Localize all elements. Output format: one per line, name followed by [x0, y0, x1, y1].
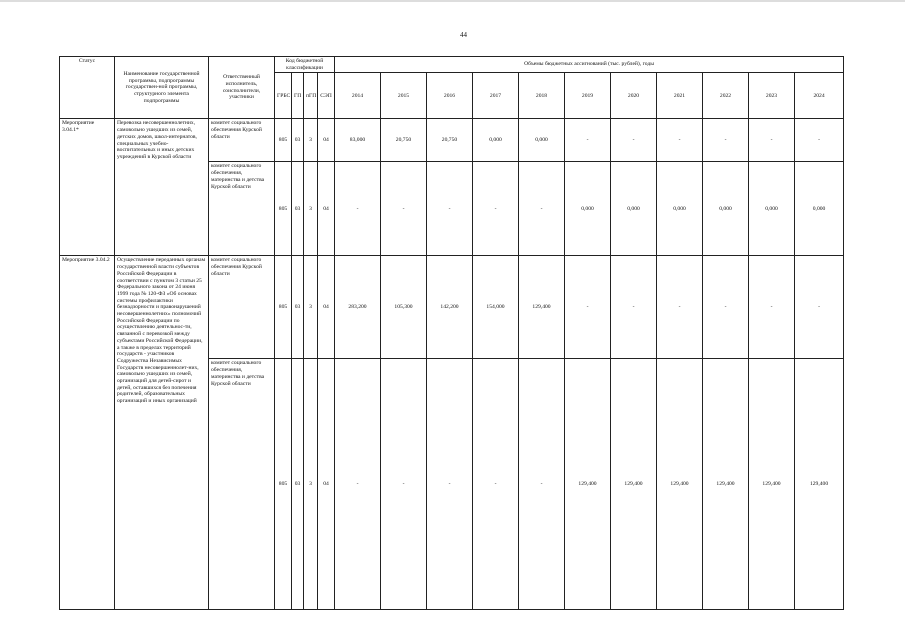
value-cell: -	[473, 162, 519, 256]
value-cell: 129,400	[611, 359, 657, 610]
value-cell: -	[335, 359, 381, 610]
code-cell: 805	[275, 162, 292, 256]
value-cell: 105,300	[381, 256, 427, 359]
year-2021: 2021	[657, 73, 703, 119]
page-number: 44	[460, 31, 467, 39]
responsible-cell: комитет социального обеспечения Курской области	[209, 256, 275, 359]
code-cell: 03	[292, 162, 304, 256]
value-cell: -	[519, 162, 565, 256]
value-cell: -	[427, 359, 473, 610]
program-name-cell: Осуществление переданных органам государственной власти субъектов Российской Федерации в соответствии с пунктом 3 статьи 25 Федерального закона от 24 июня 1999 года № 120-ФЗ «Об основах системы профилактики безнадзорности и правонарушений несовершеннолетних» полномочий Российской Федерации по осуществлению деятельнос-ти, связанной с перевозкой между субъектами Российской Федерации, а также в пределах территорий государств - участников Содружества Независимых Государств несовершеннолет-них, самовольно ушедших из семей, организаций для детей-сирот и детей, оставшихся без попечения родителей, образовательных организаций и иных организаций	[115, 256, 209, 610]
year-2017: 2017	[473, 73, 519, 119]
value-cell: 129,400	[657, 359, 703, 610]
code-cell: 3	[304, 256, 318, 359]
value-cell: -	[611, 256, 657, 359]
code-cell: 805	[275, 256, 292, 359]
budget-table	[59, 56, 844, 610]
value-cell: -	[565, 256, 611, 359]
value-cell: 283,200	[335, 256, 381, 359]
value-cell: -	[611, 119, 657, 162]
value-cell: -	[703, 256, 749, 359]
value-cell: -	[795, 256, 844, 359]
code-cell: 3	[304, 119, 318, 162]
program-name-cell: Перевозка несовершеннолетних, самовольно ушедших из семей, детских домов, школ-интернатов, специальных учебно-воспитательных и иных детских учреждений в Курской области	[115, 119, 209, 256]
header-row-1	[60, 57, 844, 73]
year-2023: 2023	[749, 73, 795, 119]
code-cell: 3	[304, 359, 318, 610]
value-cell: 154,000	[473, 256, 519, 359]
code-col-grbs: ГРБС	[275, 73, 292, 119]
year-2018: 2018	[519, 73, 565, 119]
value-cell: 20,750	[427, 119, 473, 162]
value-cell: -	[519, 359, 565, 610]
year-2019: 2019	[565, 73, 611, 119]
status-cell: Мероприятие 3.04.1*	[60, 119, 115, 256]
code-cell: 04	[318, 359, 335, 610]
value-cell: -	[795, 119, 844, 162]
header-responsible: Ответственный исполнитель, соисполнители, участники	[209, 57, 275, 119]
year-2014: 2014	[335, 73, 381, 119]
code-cell: 3	[304, 162, 318, 256]
value-cell: -	[381, 359, 427, 610]
value-cell: -	[657, 119, 703, 162]
value-cell: 83,000	[335, 119, 381, 162]
year-2015: 2015	[381, 73, 427, 119]
year-2016: 2016	[427, 73, 473, 119]
value-cell: 129,400	[565, 359, 611, 610]
code-cell: 805	[275, 359, 292, 610]
scan-edge	[0, 0, 905, 2]
value-cell: 0,000	[565, 162, 611, 256]
value-cell: 129,400	[519, 256, 565, 359]
code-col-sep: СЭП	[318, 73, 335, 119]
value-cell: 0,000	[657, 162, 703, 256]
value-cell: -	[427, 162, 473, 256]
code-cell: 03	[292, 119, 304, 162]
value-cell: -	[749, 119, 795, 162]
value-cell: 142,200	[427, 256, 473, 359]
value-cell: 0,000	[611, 162, 657, 256]
year-2020: 2020	[611, 73, 657, 119]
value-cell: -	[381, 162, 427, 256]
year-2024: 2024	[795, 73, 844, 119]
value-cell: 0,000	[473, 119, 519, 162]
value-cell: 20,750	[381, 119, 427, 162]
code-col-gp: ГП	[292, 73, 304, 119]
table-row	[60, 256, 844, 359]
value-cell: -	[473, 359, 519, 610]
code-col-pgp: пГП	[304, 73, 318, 119]
table-row	[60, 119, 844, 162]
header-status: Статус	[60, 57, 115, 119]
responsible-cell: комитет социального обеспечения, материнства и детства Курской области	[209, 359, 275, 610]
code-cell: 04	[318, 119, 335, 162]
value-cell: 0,000	[749, 162, 795, 256]
status-cell: Мероприятие 3.04.2	[60, 256, 115, 610]
value-cell: -	[565, 119, 611, 162]
code-cell: 04	[318, 162, 335, 256]
code-cell: 03	[292, 256, 304, 359]
code-cell: 805	[275, 119, 292, 162]
value-cell: -	[703, 119, 749, 162]
value-cell: -	[749, 256, 795, 359]
value-cell: 129,400	[703, 359, 749, 610]
value-cell: -	[335, 162, 381, 256]
code-cell: 03	[292, 359, 304, 610]
code-cell: 04	[318, 256, 335, 359]
value-cell: 129,400	[749, 359, 795, 610]
header-budget-code: Код бюджетной классификации	[275, 57, 335, 73]
value-cell: 0,000	[703, 162, 749, 256]
header-volumes: Объемы бюджетных ассигнований (тыс. рублей), годы	[335, 57, 844, 73]
value-cell: 0,000	[795, 162, 844, 256]
responsible-cell: комитет социального обеспечения Курской области	[209, 119, 275, 162]
header-program-name: Наименование государственной программы, подпрограммы государствен-ной программы, структурного элемента подпрограммы	[115, 57, 209, 119]
responsible-cell: комитет социального обеспечения, материнства и детства Курской области	[209, 162, 275, 256]
value-cell: 129,400	[795, 359, 844, 610]
value-cell: 0,000	[519, 119, 565, 162]
value-cell: -	[657, 256, 703, 359]
year-2022: 2022	[703, 73, 749, 119]
